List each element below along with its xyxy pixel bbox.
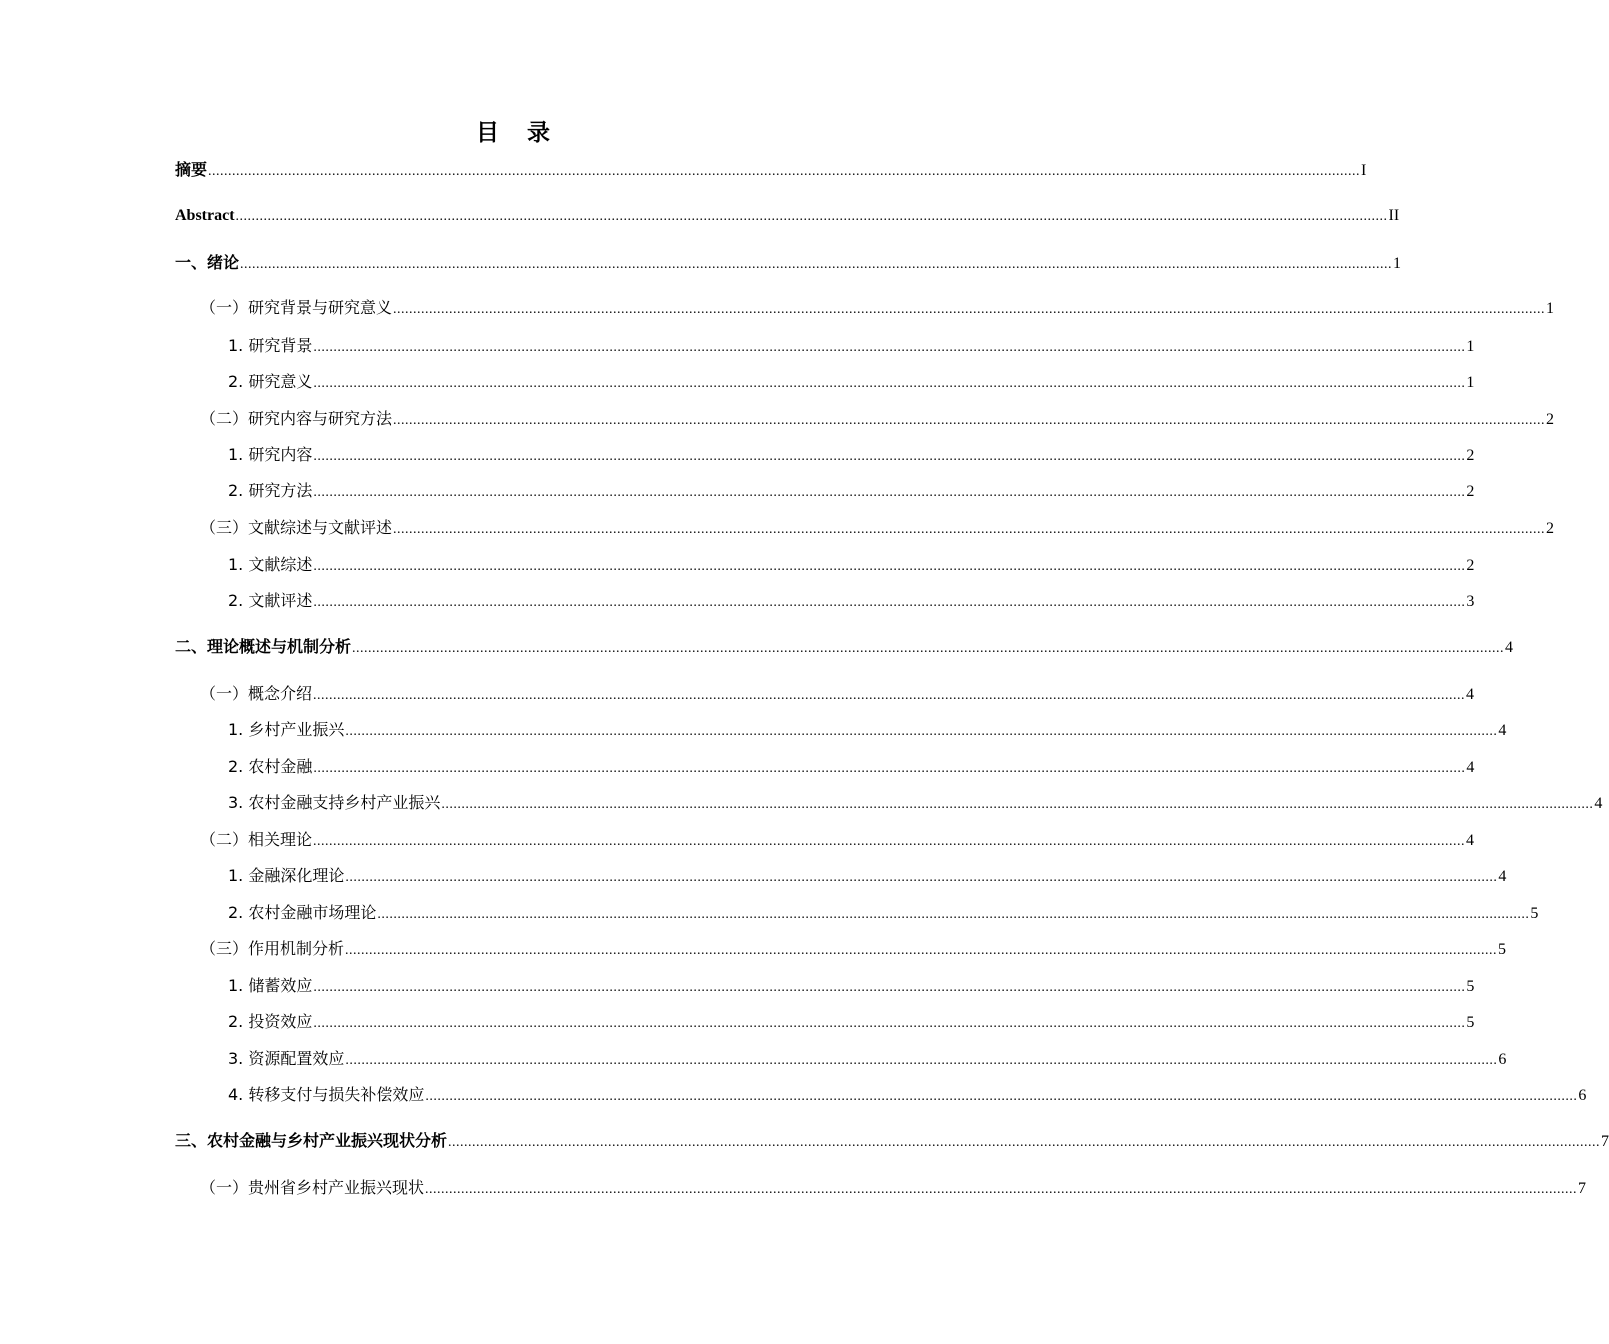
- toc-page-number: 7: [1578, 1180, 1587, 1197]
- toc-page-number: 4: [1594, 795, 1603, 812]
- toc-entry-section-3-1[interactable]: [200, 1176, 1587, 1200]
- toc-entry-subsection-1-2-1[interactable]: [228, 443, 1475, 467]
- toc-entry-chapter-2[interactable]: [175, 635, 1514, 659]
- toc-leader: ................................................................................................................................................................................................................................................................................................: [377, 907, 1530, 922]
- toc-page-number: 3: [1466, 593, 1475, 610]
- toc-leader: ................................................................................................................................................................................................................................................................................................: [345, 724, 1498, 739]
- toc-page-number: 2: [1466, 447, 1475, 464]
- toc-label: 1. 文献综述: [228, 555, 313, 574]
- toc-entry-section-2-2[interactable]: [200, 828, 1475, 852]
- toc-entry-section-2-1[interactable]: [200, 682, 1475, 706]
- toc-leader: ................................................................................................................................................................................................................................................................................................: [425, 1182, 1578, 1197]
- toc-entry-subsection-2-1-2[interactable]: [228, 755, 1475, 779]
- toc-entry-section-1-2[interactable]: [200, 407, 1555, 431]
- toc-leader: ................................................................................................................................................................................................................................................................................................: [208, 164, 1361, 179]
- toc-leader: ................................................................................................................................................................................................................................................................................................: [425, 1089, 1578, 1104]
- toc-leader: ................................................................................................................................................................................................................................................................................................: [393, 522, 1546, 537]
- toc-leader: ................................................................................................................................................................................................................................................................................................: [313, 834, 1466, 849]
- toc-page-number: 1: [1393, 255, 1402, 272]
- toc-label: 三、农村金融与乡村产业振兴现状分析: [175, 1131, 448, 1150]
- toc-entry-subsection-1-2-2[interactable]: [228, 479, 1475, 503]
- toc-label: 2. 农村金融市场理论: [228, 903, 377, 922]
- toc-page-number: 5: [1530, 905, 1539, 922]
- toc-leader: ................................................................................................................................................................................................................................................................................................: [313, 340, 1466, 355]
- toc-page-number: 6: [1578, 1087, 1587, 1104]
- toc-label: 1. 研究内容: [228, 445, 313, 464]
- toc-label: 2. 农村金融: [228, 757, 313, 776]
- toc-label: 摘要: [175, 160, 208, 179]
- toc-page-number: 4: [1466, 686, 1475, 703]
- toc-leader: ................................................................................................................................................................................................................................................................................................: [352, 641, 1505, 656]
- toc-label: 3. 资源配置效应: [228, 1049, 345, 1068]
- toc-label: 2. 文献评述: [228, 591, 313, 610]
- toc-entry-abstract-en[interactable]: [175, 204, 1400, 228]
- toc-page-number: 4: [1466, 759, 1475, 776]
- toc-entry-subsection-2-1-1[interactable]: [228, 718, 1507, 742]
- toc-leader: ................................................................................................................................................................................................................................................................................................: [313, 449, 1466, 464]
- toc-entry-subsection-1-3-2[interactable]: [228, 589, 1475, 613]
- toc-page-number: 2: [1466, 557, 1475, 574]
- toc-label: （二）相关理论: [200, 830, 313, 849]
- toc-entry-subsection-2-1-3[interactable]: [228, 791, 1603, 815]
- toc-label: （一）研究背景与研究意义: [200, 298, 393, 317]
- toc-leader: ................................................................................................................................................................................................................................................................................................: [448, 1135, 1601, 1150]
- toc-label: 2. 研究方法: [228, 481, 313, 500]
- toc-page-number: 5: [1466, 1014, 1475, 1031]
- toc-entry-subsection-2-3-3[interactable]: [228, 1047, 1507, 1071]
- toc-label: 3. 农村金融支持乡村产业振兴: [228, 793, 441, 812]
- toc-entry-subsection-2-3-2[interactable]: [228, 1010, 1475, 1034]
- toc-label: 1. 储蓄效应: [228, 976, 313, 995]
- toc-page-number: 4: [1498, 722, 1507, 739]
- toc-label: 二、理论概述与机制分析: [175, 637, 352, 656]
- toc-label: 2. 研究意义: [228, 372, 313, 391]
- toc-page-number: I: [1361, 162, 1367, 179]
- toc-leader: ................................................................................................................................................................................................................................................................................................: [313, 485, 1466, 500]
- toc-label: 1. 金融深化理论: [228, 866, 345, 885]
- toc-label: 2. 投资效应: [228, 1012, 313, 1031]
- toc-leader: ................................................................................................................................................................................................................................................................................................: [441, 797, 1594, 812]
- toc-leader: ................................................................................................................................................................................................................................................................................................: [345, 870, 1498, 885]
- toc-entry-subsection-2-3-4[interactable]: [228, 1083, 1587, 1107]
- toc-entry-chapter-3[interactable]: [175, 1129, 1609, 1153]
- toc-leader: ................................................................................................................................................................................................................................................................................................: [313, 595, 1466, 610]
- toc-entry-subsection-1-3-1[interactable]: [228, 553, 1475, 577]
- page-title: 目 录: [475, 120, 560, 146]
- toc-leader: ................................................................................................................................................................................................................................................................................................: [235, 209, 1388, 224]
- toc-leader: ................................................................................................................................................................................................................................................................................................: [313, 559, 1466, 574]
- toc-page-number: 5: [1498, 941, 1507, 958]
- toc-label: （一）贵州省乡村产业振兴现状: [200, 1178, 425, 1197]
- toc-entry-chapter-1[interactable]: [175, 251, 1402, 275]
- toc-leader: ................................................................................................................................................................................................................................................................................................: [313, 761, 1466, 776]
- toc-leader: ................................................................................................................................................................................................................................................................................................: [313, 376, 1466, 391]
- toc-label: （三）文献综述与文献评述: [200, 518, 393, 537]
- toc-page-number: 4: [1505, 639, 1514, 656]
- toc-page-number: 2: [1466, 483, 1475, 500]
- toc-page-number: 5: [1466, 978, 1475, 995]
- toc-entry-abstract-cn[interactable]: [175, 158, 1367, 182]
- toc-leader: ................................................................................................................................................................................................................................................................................................: [313, 688, 1466, 703]
- toc-label: 1. 研究背景: [228, 336, 313, 355]
- toc-page-number: 1: [1546, 300, 1555, 317]
- toc-page-number: 1: [1466, 338, 1475, 355]
- toc-page-number: 2: [1546, 411, 1555, 428]
- toc-label: Abstract: [175, 207, 235, 224]
- toc-page-number: II: [1388, 207, 1400, 224]
- toc-page-number: 2: [1546, 520, 1555, 537]
- toc-page-number: 1: [1466, 374, 1475, 391]
- toc-entry-subsection-2-3-1[interactable]: [228, 974, 1475, 998]
- toc-entry-section-1-3[interactable]: [200, 516, 1555, 540]
- toc-entry-subsection-1-1-2[interactable]: [228, 370, 1475, 394]
- toc-entry-subsection-2-2-2[interactable]: [228, 901, 1539, 925]
- toc-label: 1. 乡村产业振兴: [228, 720, 345, 739]
- toc-page-number: 6: [1498, 1051, 1507, 1068]
- toc-page-number: 4: [1466, 832, 1475, 849]
- toc-page-number: 7: [1601, 1133, 1609, 1150]
- toc-leader: ................................................................................................................................................................................................................................................................................................: [313, 1016, 1466, 1031]
- toc-entry-section-2-3[interactable]: [200, 937, 1507, 961]
- toc-leader: ................................................................................................................................................................................................................................................................................................: [240, 257, 1393, 272]
- toc-leader: ................................................................................................................................................................................................................................................................................................: [393, 302, 1546, 317]
- toc-label: 一、绪论: [175, 253, 240, 272]
- toc-entry-section-1-1[interactable]: [200, 296, 1555, 320]
- toc-label: （二）研究内容与研究方法: [200, 409, 393, 428]
- toc-entry-subsection-1-1-1[interactable]: [228, 334, 1475, 358]
- toc-label: （三）作用机制分析: [200, 939, 345, 958]
- toc-page-number: 4: [1498, 868, 1507, 885]
- toc-label: （一）概念介绍: [200, 684, 313, 703]
- toc-leader: ................................................................................................................................................................................................................................................................................................: [313, 980, 1466, 995]
- toc-leader: ................................................................................................................................................................................................................................................................................................: [345, 943, 1498, 958]
- toc-leader: ................................................................................................................................................................................................................................................................................................: [393, 413, 1546, 428]
- toc-entry-subsection-2-2-1[interactable]: [228, 864, 1507, 888]
- toc-label: 4. 转移支付与损失补偿效应: [228, 1085, 425, 1104]
- toc-leader: ................................................................................................................................................................................................................................................................................................: [345, 1053, 1498, 1068]
